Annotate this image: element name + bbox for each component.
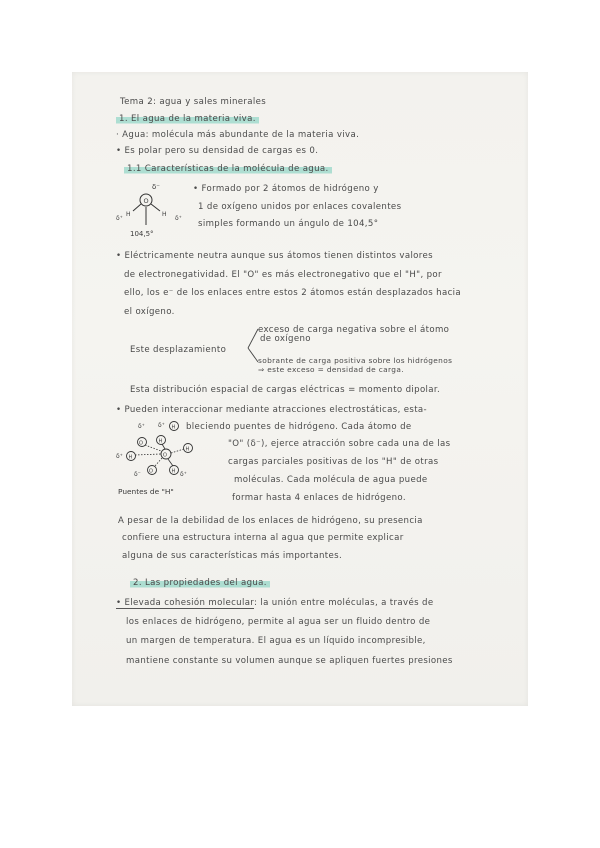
text-line: Esta distribución espacial de cargas eléctricas = momento dipolar. bbox=[130, 385, 441, 395]
hydrogen-symbol: H bbox=[126, 211, 131, 218]
text-line: simples formando un ángulo de 104,5° bbox=[198, 219, 379, 229]
delta-plus-label: δ⁺ bbox=[175, 215, 182, 222]
hydrogen-symbol: H bbox=[128, 454, 133, 461]
hbond-dash bbox=[155, 458, 162, 466]
text-fragment: : la unión entre moléculas, a través de bbox=[254, 598, 434, 608]
text-line: de oxígeno bbox=[260, 334, 311, 344]
section-heading-2 bbox=[130, 577, 270, 589]
text-line: • Pueden interaccionar mediante atracciones electrostáticas, esta- bbox=[116, 405, 427, 415]
text-line: el oxígeno. bbox=[124, 307, 175, 317]
underlined-term: • Elevada cohesión molecular bbox=[116, 598, 255, 608]
section-heading-1 bbox=[116, 113, 259, 125]
delta-minus-label: δ⁻ bbox=[134, 471, 141, 478]
oxygen-symbol: O bbox=[163, 452, 167, 459]
text-line: • Es polar pero su densidad de cargas es 0. bbox=[116, 146, 319, 156]
text-line: formar hasta 4 enlaces de hidrógeno. bbox=[232, 493, 406, 503]
text-line: 1 de oxígeno unidos por enlaces covalentes bbox=[198, 202, 402, 212]
delta-plus-label: δ⁺ bbox=[138, 423, 145, 430]
hbond-dash bbox=[171, 449, 184, 453]
text-line: "O" (δ⁻), ejerce atracción sobre cada una de las bbox=[228, 439, 451, 449]
hydrogen-symbol: H bbox=[162, 211, 167, 218]
page-title: Tema 2: agua y sales minerales bbox=[120, 97, 267, 107]
text-line: los enlaces de hidrógeno, permite al agua ser un fluido dentro de bbox=[126, 617, 431, 627]
hydrogen-symbol: H bbox=[158, 438, 163, 445]
delta-plus-label: δ⁺ bbox=[116, 215, 123, 222]
delta-plus-label: δ⁺ bbox=[180, 471, 187, 478]
hbond-dash bbox=[145, 445, 161, 451]
section-heading-2-text: 2. Las propiedades del agua. bbox=[130, 578, 270, 588]
bond-line bbox=[168, 459, 173, 466]
hbond-caption: Puentes de "H" bbox=[118, 487, 174, 496]
text-line: ello, los e⁻ de los enlaces entre estos 2 átomos están desplazados hacia bbox=[124, 288, 462, 298]
text-line bbox=[116, 597, 433, 609]
text-line: alguna de sus características más importantes. bbox=[122, 551, 343, 561]
hydrogen-bonds-diagram bbox=[116, 418, 214, 500]
delta-plus-label: δ⁺ bbox=[158, 422, 165, 429]
text-line: • Eléctricamente neutra aunque sus átomos tienen distintos valores bbox=[116, 251, 433, 261]
text-line: de electronegatividad. El "O" es más electronegativo que el "H", por bbox=[124, 270, 442, 280]
delta-plus-label: δ⁺ bbox=[116, 453, 123, 460]
oxygen-symbol: O bbox=[149, 468, 153, 475]
delta-minus-label: δ⁻ bbox=[152, 183, 160, 191]
water-molecule-diagram bbox=[116, 180, 192, 242]
hydrogen-symbol: H bbox=[171, 424, 176, 431]
text-line: Este desplazamiento bbox=[130, 345, 227, 355]
text-line: cargas parciales positivas de los "H" de otras bbox=[228, 457, 439, 467]
oxygen-symbol: O bbox=[139, 440, 143, 447]
text-line: mantiene constante su volumen aunque se apliquen fuertes presiones bbox=[126, 656, 453, 666]
text-line: confiere una estructura interna al agua que permite explicar bbox=[122, 533, 404, 543]
hbond-dash bbox=[135, 454, 161, 455]
bond-line bbox=[162, 444, 165, 449]
text-line: bleciendo puentes de hidrógeno. Cada átomo de bbox=[186, 422, 412, 432]
section-heading-1-text: 1. El agua de la materia viva. bbox=[116, 114, 259, 124]
angle-label: 104,5° bbox=[130, 230, 154, 238]
subsection-heading bbox=[124, 163, 332, 175]
text-line: moléculas. Cada molécula de agua puede bbox=[234, 475, 428, 485]
text-line: ⇒ este exceso = densidad de carga. bbox=[258, 365, 404, 374]
text-line: • Formado por 2 átomos de hidrógeno y bbox=[193, 184, 379, 194]
subsection-heading-text: 1.1 Características de la molécula de agua. bbox=[124, 164, 332, 174]
text-line: · Agua: molécula más abundante de la materia viva. bbox=[116, 130, 360, 140]
hydrogen-symbol: H bbox=[171, 468, 176, 475]
text-line: exceso de carga negativa sobre el átomo bbox=[258, 325, 450, 335]
text-line: A pesar de la debilidad de los enlaces de hidrógeno, su presencia bbox=[118, 516, 423, 526]
bond-line bbox=[133, 204, 141, 211]
text-line: un margen de temperatura. El agua es un líquido incompresible, bbox=[126, 636, 426, 646]
text-line: sobrante de carga positiva sobre los hidrógenos bbox=[258, 356, 453, 365]
bond-line bbox=[151, 204, 160, 211]
oxygen-symbol: O bbox=[143, 197, 149, 205]
hydrogen-symbol: H bbox=[185, 446, 190, 453]
